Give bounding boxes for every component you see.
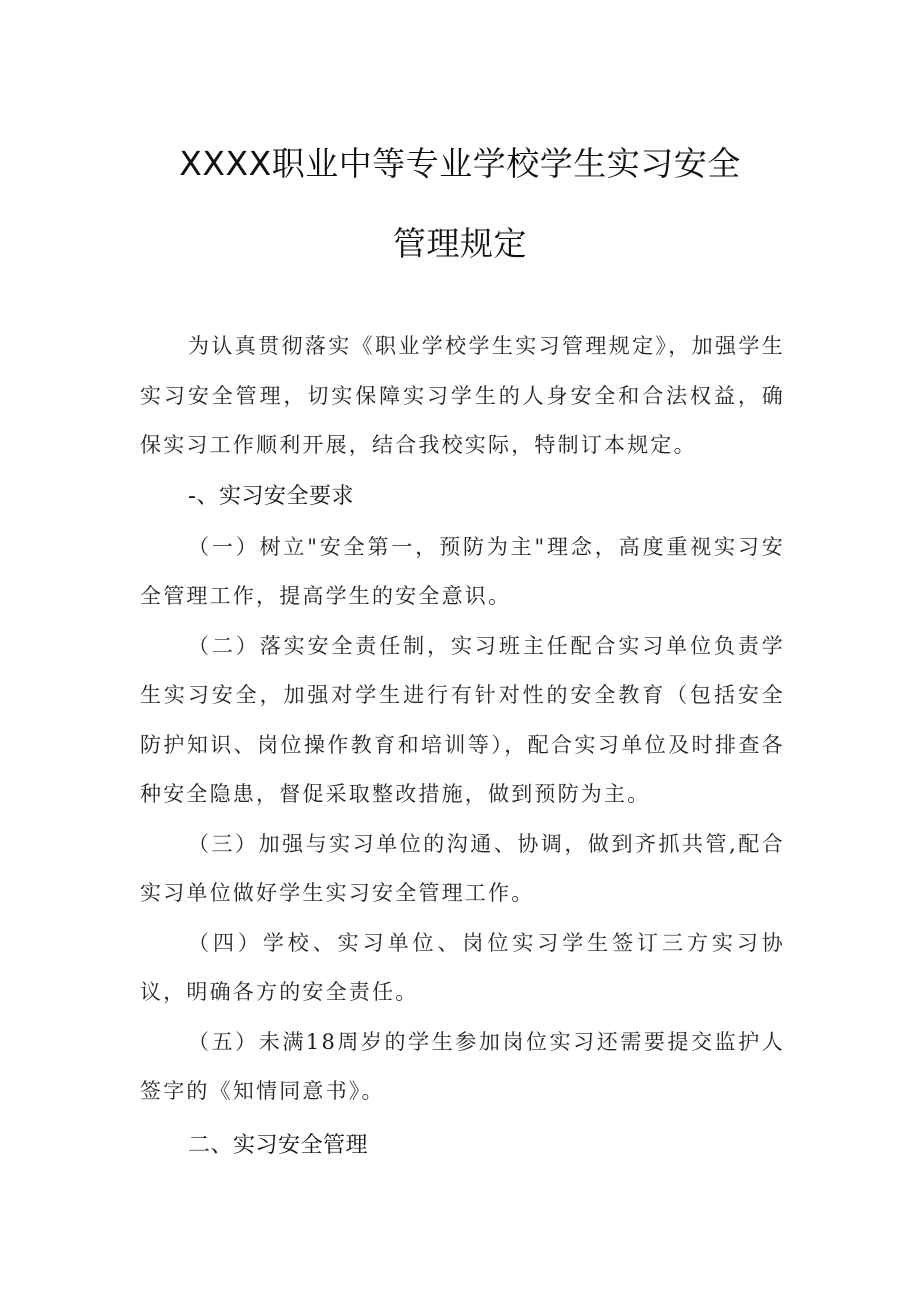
section-1-heading: -、实习安全要求 bbox=[188, 483, 354, 509]
section-1-item-5: （五）未满18周岁的学生参加岗位实习还需要提交监护人签字的《知情同意书》。 bbox=[140, 1029, 785, 1103]
section-1-item-1: （一）树立"安全第一，预防为主"理念，高度重视实习安全管理工作，提高学生的安全意识。 bbox=[140, 534, 785, 608]
document-title-line-1: XXXX职业中等专业学校学生实习安全 bbox=[179, 144, 741, 183]
section-2-heading: 二、实习安全管理 bbox=[188, 1132, 369, 1158]
section-1-item-4: （四）学校、实习单位、岗位实习学生签订三方实习协议，明确各方的安全责任。 bbox=[140, 930, 785, 1004]
document-body bbox=[140, 322, 785, 1172]
intro-paragraph: 为认真贯彻落实《职业学校学生实习管理规定》，加强学生实习安全管理，切实保障实习学生的人身安全和合法权益，确保实习工作顺利开展，结合我校实际，特制订本规定。 bbox=[140, 334, 785, 457]
section-1-item-3: （三）加强与实习单位的沟通、协调，做到齐抓共管,配合实习单位做好学生实习安全管理工作。 bbox=[140, 831, 785, 905]
section-1-item-2: （二）落实安全责任制，实习班主任配合实习单位负责学生实习安全，加强对学生进行有针对性的安全教育（包括安全防护知识、岗位操作教育和培训等），配合实习单位及时排查各种安全隐患，督促采取整改措施，做到预防为主。 bbox=[140, 633, 785, 806]
document-title-line-2: 管理规定 bbox=[393, 224, 527, 263]
